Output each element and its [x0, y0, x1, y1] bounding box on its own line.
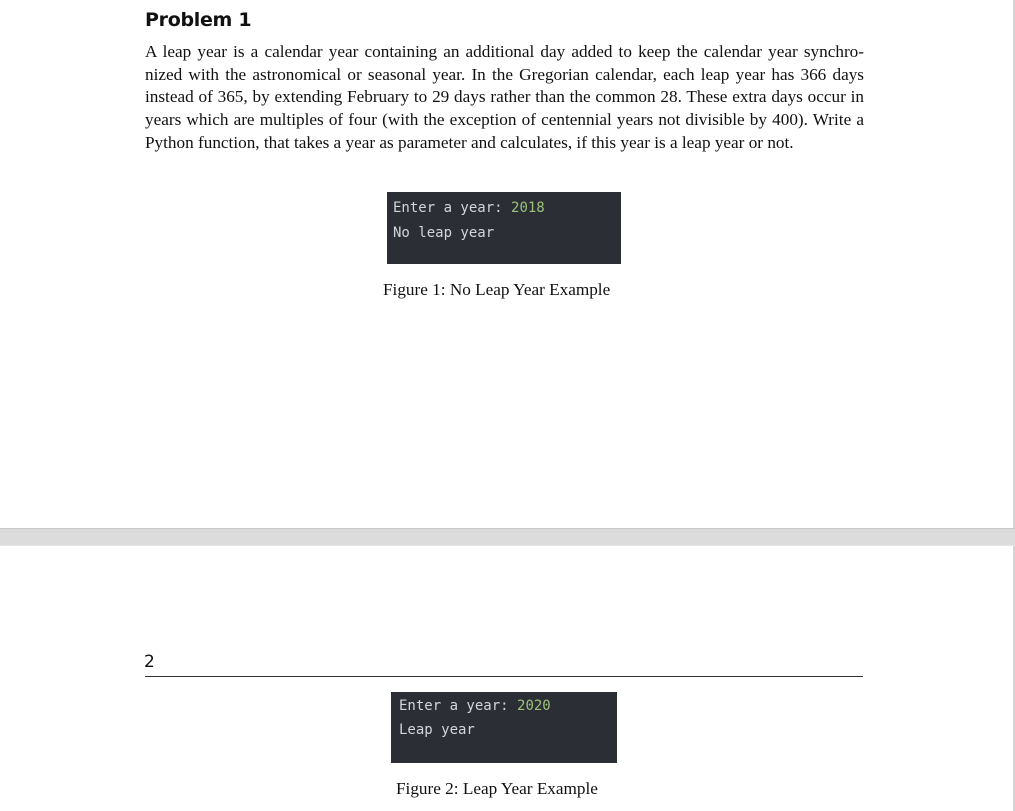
terminal-1-output: No leap year [393, 225, 495, 241]
figure-1-caption: Figure 1: No Leap Year Example [383, 280, 611, 299]
terminal-2-prompt-line [399, 694, 617, 718]
figure-2-terminal-screenshot [391, 692, 617, 763]
terminal-1-prompt-line [393, 196, 621, 221]
terminal-2-input: 2020 [517, 698, 551, 714]
problem-description: A leap year is a calendar year containing an additional day added to keep the calendar year synchronized with the astronomical or seasonal year. In the Gregorian calendar, each leap year has 366 days instead of 365, by extending February to 29 days rather than the common 28. These extra days occur in years which are multiples of four (with the exception of centennial years not divisible by 400). Write a Python function, that takes a year as parameter and calculates, if this year is a leap year or not. [145, 42, 864, 152]
page-number: 2 [144, 652, 155, 672]
figure-1-terminal-screenshot [387, 192, 621, 264]
page-separator [0, 528, 1015, 546]
document-page-2 [0, 546, 1015, 811]
figure-2-caption: Figure 2: Leap Year Example [396, 779, 598, 798]
terminal-1-prompt: Enter a year: [393, 200, 512, 216]
problem-title: Problem 1 [145, 9, 252, 31]
terminal-2-output: Leap year [399, 722, 475, 738]
terminal-1-input: 2018 [511, 200, 545, 216]
header-rule [145, 676, 863, 677]
terminal-2-prompt: Enter a year: [399, 698, 518, 714]
